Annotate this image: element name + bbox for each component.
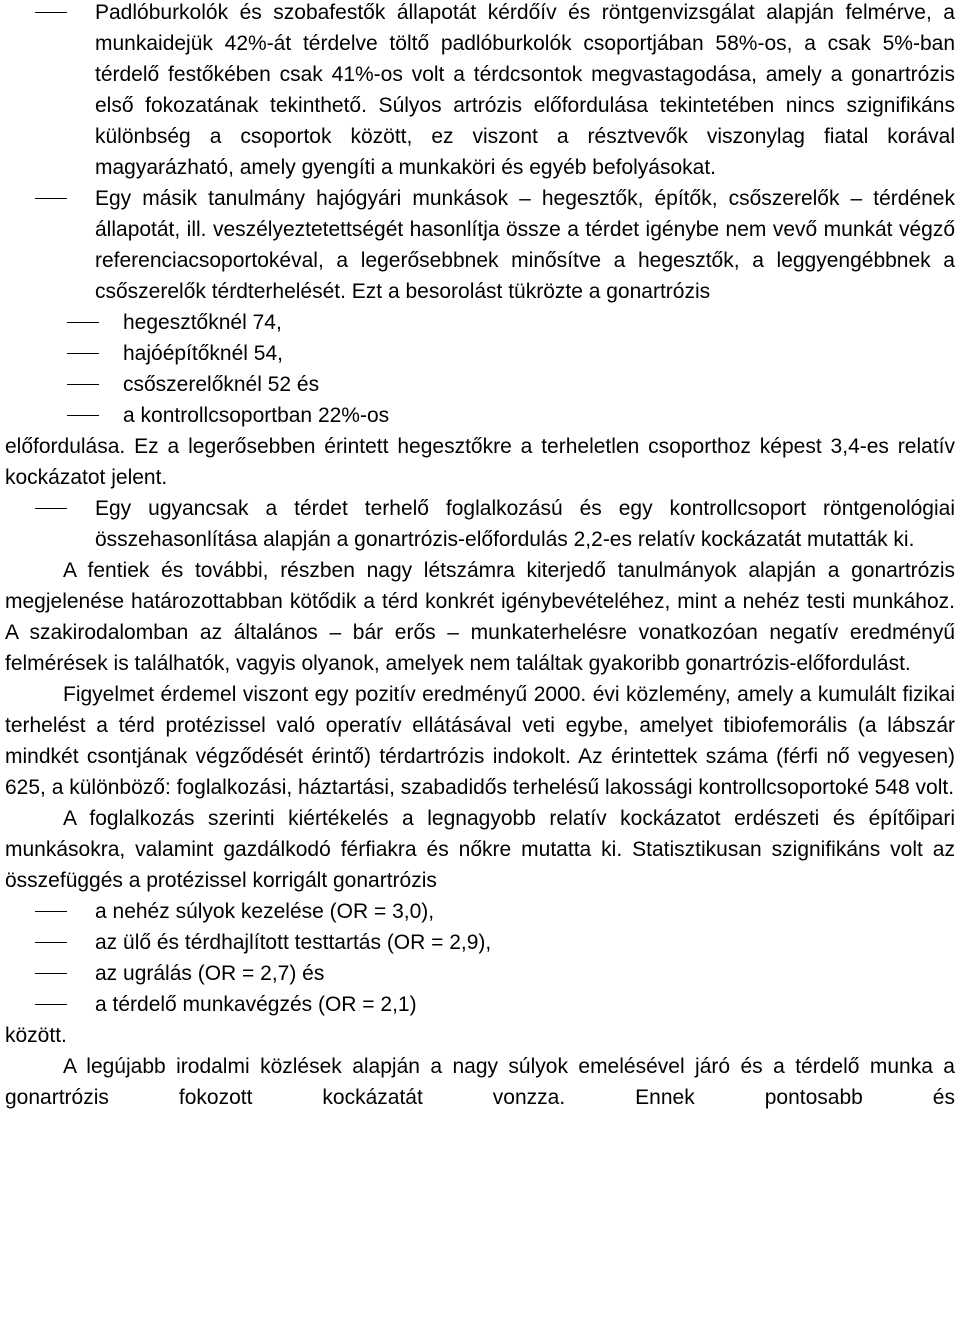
dash-bullet xyxy=(35,942,67,943)
sub-list-item xyxy=(5,958,955,989)
sub-list-item-text: hajóépítőknél 54, xyxy=(123,342,283,365)
list-item-text: Egy ugyancsak a térdet terhelő foglalkozású és egy kontrollcsoport röntgenológiai összehasonlítása alapján a gonartrózis-előfordulás 2,2-es relatív kockázatát mutatták ki. xyxy=(95,497,955,551)
sub-list-item-text: hegesztőknél 74, xyxy=(123,311,282,334)
paragraph: A fentiek és további, részben nagy létszámra kiterjedő tanulmányok alapján a gonartrózis megjelenése határozottabban kötődik a térd konkrét igénybevételéhez, mint a nehéz testi munkához. A szakirodalomban az általános – bár erős – munkaterhelésre vonatkozóan negatív eredményű felmérések is találhatók, vagyis olyanok, amelyek nem találtak gyakoribb gonartrózis-előfordulást. xyxy=(5,559,955,675)
sub-list-item-text: az ülő és térdhajlított testtartás (OR = 2,9), xyxy=(95,931,492,954)
dash-bullet xyxy=(35,508,67,509)
dash-bullet xyxy=(67,353,99,354)
sub-list-item-text: a kontrollcsoportban 22%-os xyxy=(123,404,390,427)
dash-bullet xyxy=(67,415,99,416)
list-item xyxy=(5,0,955,183)
dash-bullet xyxy=(35,198,67,199)
sub-list-item xyxy=(5,896,955,927)
paragraph: A legújabb irodalmi közlések alapján a nagy súlyok emelésével járó és a térdelő munka a gonartrózis fokozott kockázatát vonzza. Ennek pontosabb és xyxy=(5,1055,955,1109)
sub-list-item-text: a térdelő munkavégzés (OR = 2,1) xyxy=(95,993,417,1016)
sub-list-item xyxy=(5,400,955,431)
paragraph: Figyelmet érdemel viszont egy pozitív eredményű 2000. évi közlemény, amely a kumulált fizikai terhelést a térd protézissel való operatív ellátásával veti egybe, amelyet tibiofemorális (a lábszár mindkét csontjának végződését érintő) térdartrózis indokolt. Az érintettek száma (férfi nő vegyesen) 625, a különböző: foglalkozási, háztartási, szabadidős terhelésű lakossági kontrollcsoportoké 548 volt. xyxy=(5,683,955,799)
list-item-text: Egy másik tanulmány hajógyári munkások – hegesztők, építők, csőszerelők – térdének állapotát, ill. veszélyeztetettségét hasonlítja össze a térdet igénybe nem vevő munkát végző referenciacsoportokéval, a legerősebbnek minősítve a hegesztők, a leggyengébbnek a csőszerelők térdterhelését. Ezt a besorolást tükrözte a gonartrózis xyxy=(95,187,955,303)
dash-bullet xyxy=(67,384,99,385)
dash-bullet xyxy=(35,1004,67,1005)
continuation-text: között. xyxy=(5,1024,67,1047)
paragraph: A foglalkozás szerinti kiértékelés a legnagyobb relatív kockázatot erdészeti és építőipari munkásokra, valamint gazdálkodó férfiakra és nőkre mutatta ki. Statisztikusan szignifikáns volt az összefüggés a protézissel korrigált gonartrózis xyxy=(5,807,955,892)
continuation-text: előfordulása. Ez a legerősebben érintett hegesztőkre a terheletlen csoporthoz képest 3,4-es relatív kockázatot jelent. xyxy=(5,435,955,489)
sub-list-item xyxy=(5,307,955,338)
dash-bullet xyxy=(35,973,67,974)
sub-list-item-text: az ugrálás (OR = 2,7) és xyxy=(95,962,325,985)
document-page xyxy=(5,0,955,1113)
dash-bullet xyxy=(35,12,67,13)
sub-list-item-text: csőszerelőknél 52 és xyxy=(123,373,320,396)
sub-list-item xyxy=(5,927,955,958)
sub-list-item xyxy=(5,369,955,400)
sub-list-item xyxy=(5,989,955,1020)
dash-bullet xyxy=(35,911,67,912)
sub-list-item-text: a nehéz súlyok kezelése (OR = 3,0), xyxy=(95,900,435,923)
list-item-text: Padlóburkolók és szobafestők állapotát kérdőív és röntgenvizsgálat alapján felmérve, a munkaidejük 42%-át térdelve töltő padlóburkolók csoportjában 58%-os, a csak 5%-ban térdelő festőkében csak 41%-os volt a térdcsontok megvastagodása, amely a gonartrózis első fokozatának tekinthető. Súlyos artrózis előfordulása tekintetében nincs szignifikáns különbség a csoportok között, ez viszont a résztvevők viszonylag fiatal korával magyarázható, amely gyengíti a munkaköri és egyéb befolyásokat. xyxy=(95,1,955,179)
list-item xyxy=(5,183,955,307)
dash-bullet xyxy=(67,322,99,323)
sub-list-item xyxy=(5,338,955,369)
list-item xyxy=(5,493,955,555)
